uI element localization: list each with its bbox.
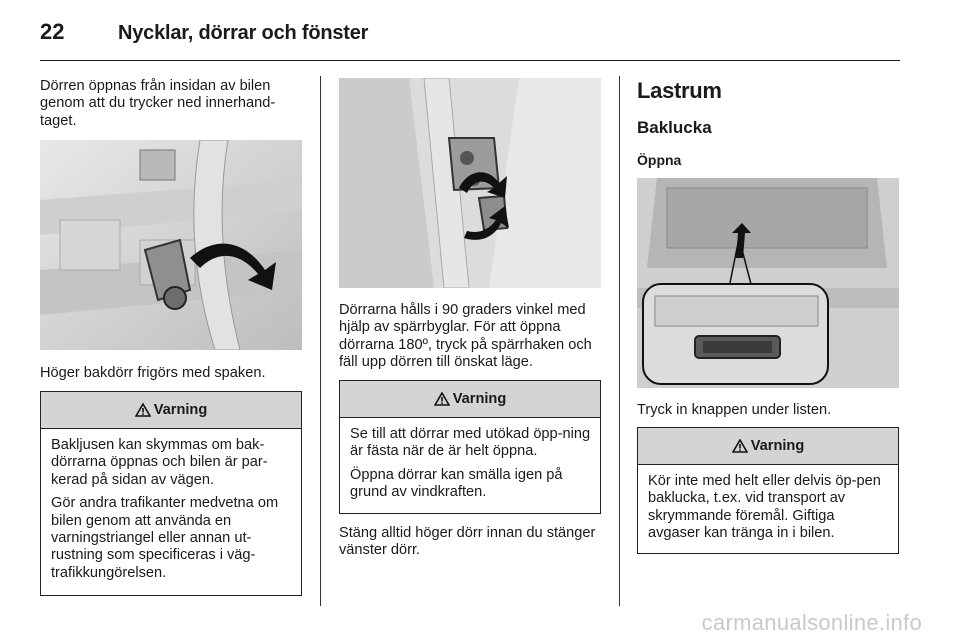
warning-box-3 [637,427,899,554]
caption-lever: Höger bakdörr frigörs med spaken. [40,365,266,381]
door-stop-text: Dörrarna hålls i 90 graders vinkel med hjälp av spärrbyglar. För att öppna dörrarna 180º, tryck på spärrhaken och fäll upp dörren till önskat läge. [339,302,592,371]
tailgate-illustration [637,178,899,388]
warning-title: Varning [750,438,805,454]
warning-triangle-icon [135,403,151,417]
warning-title: Varning [452,391,507,407]
close-order-text: Stäng alltid höger dörr innan du stänger vänster dörr. [339,525,596,559]
tailgate-drawing [637,178,899,388]
section-heading: Lastrum [637,78,722,103]
column-1-caption [40,365,302,382]
page-header [40,19,368,49]
column-2-text [339,302,604,372]
header-rule [40,60,900,61]
watermark: carmanualsonline.info [701,610,922,635]
column-3-headings [637,78,899,168]
warning-box-1 [40,391,302,596]
column-2-after [339,525,601,560]
column-3-caption [637,402,899,419]
intro-text: Dörren öppnas från insidan av bilen genom att du trycker ned innerhand-taget. [40,78,276,129]
warning-header [41,392,301,429]
door-handle-illustration [40,140,302,350]
column-divider-2 [619,76,620,606]
caption-button: Tryck in knappen under listen. [637,402,832,418]
subsubsection-heading: Öppna [637,152,682,168]
door-stop-illustration [339,78,601,288]
door-handle-drawing [40,140,302,350]
door-stop-drawing [339,78,601,288]
warning-paragraph: Se till att dörrar med utökad öpp-ning är fästa när de är helt öppna. [350,426,591,460]
page-number: 22 [40,19,65,44]
warning-paragraph: Gör andra trafikanter medvetna om bilen genom att använda en varningstriangel eller annan ut-rustning som specificeras i väg-trafikkungörelsen. [51,495,279,581]
column-divider-1 [320,76,321,606]
warning-triangle-icon [732,439,748,453]
page-title: Nycklar, dörrar och fönster [118,22,369,44]
warning-header [638,428,898,465]
warning-title: Varning [153,402,208,418]
warning-header [340,381,600,418]
warning-paragraph: Kör inte med helt eller delvis öp-pen baklucka, t.ex. vid transport av skrymmande föremål. Giftiga avgaser kan tränga in i bilen. [648,473,881,542]
subsection-heading: Baklucka [637,118,712,137]
column-1 [40,78,302,130]
warning-paragraph: Bakljusen kan skymmas om bak-dörrarna öppnas och bilen är par-kerad på sidan av vägen. [51,437,268,488]
warning-box-2 [339,380,601,514]
warning-triangle-icon [434,392,450,406]
warning-paragraph: Öppna dörrar kan smälla igen på grund av vindkraften. [350,466,563,501]
